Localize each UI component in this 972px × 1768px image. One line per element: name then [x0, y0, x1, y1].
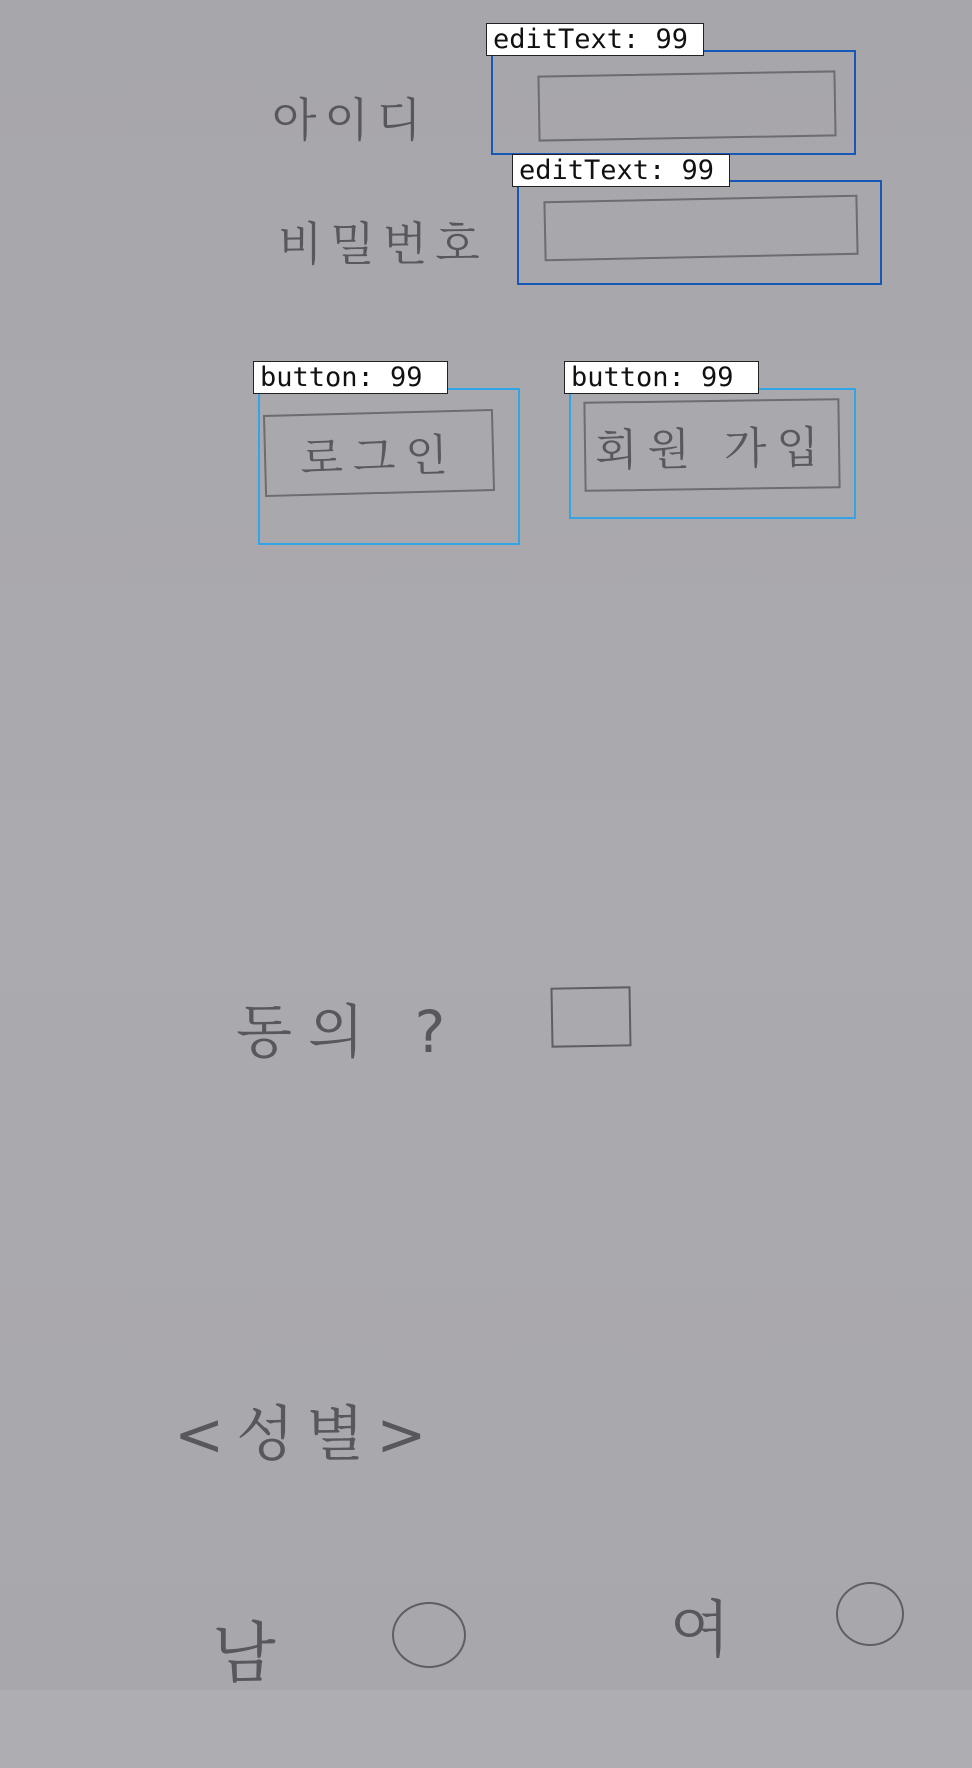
id-field-detection-box — [491, 50, 856, 155]
password-field-detection-label: editText: 99 — [512, 154, 730, 187]
id-label: 아이디 — [272, 93, 430, 147]
login-button-detection-label: button: 99 — [253, 361, 448, 394]
female-radio[interactable] — [836, 1582, 904, 1646]
password-field-detection-box — [517, 180, 882, 285]
id-field-detection-label: editText: 99 — [486, 23, 704, 56]
signup-button-label: 회원 가입 — [594, 422, 830, 477]
signup-button-detection-box — [569, 388, 856, 519]
password-label: 비밀번호 — [278, 217, 488, 271]
agree-label: 동의 ? — [236, 998, 462, 1066]
male-label: 남 — [212, 1615, 284, 1692]
agree-checkbox[interactable] — [550, 986, 631, 1047]
female-label: 여 — [670, 1593, 738, 1666]
login-button-label: 로그인 — [299, 429, 459, 486]
male-radio[interactable] — [392, 1602, 466, 1668]
bottom-strip — [0, 1690, 972, 1768]
signup-button-detection-label: button: 99 — [564, 361, 759, 394]
login-button-detection-box — [258, 388, 520, 545]
gender-title: <성별> — [174, 1400, 439, 1470]
